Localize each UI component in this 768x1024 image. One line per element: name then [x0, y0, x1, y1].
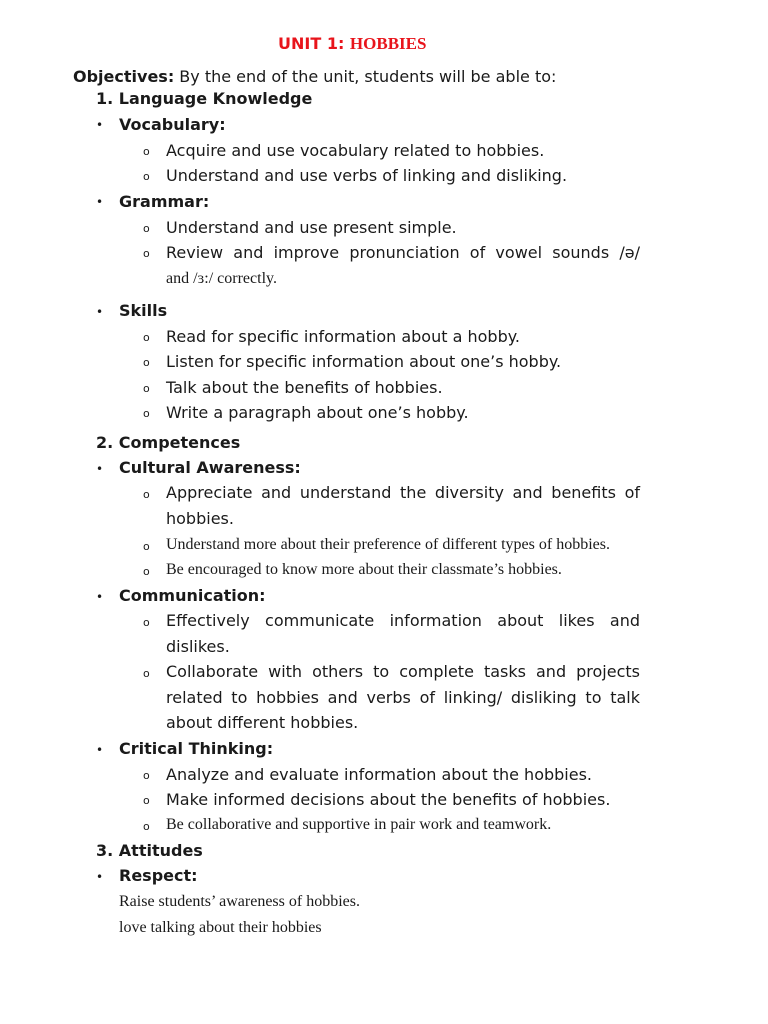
list-item: Be encouraged to know more about their classmate’s hobbies. [166, 561, 562, 578]
unit-title-number: UNIT 1: [278, 34, 350, 53]
unit-title [278, 34, 426, 54]
bullet-icon: • [96, 305, 104, 319]
list-item: Collaborate with others to complete tasks and projects related to hobbies and verbs of linking/ disliking to talk about different hobbies. [166, 662, 640, 732]
bullet-vocabulary: Vocabulary: [119, 115, 226, 134]
bullet-icon: • [96, 743, 104, 757]
sub-bullet-icon: o [143, 407, 150, 420]
list-item: Acquire and use vocabulary related to hobbies. [166, 141, 545, 160]
sub-bullet-icon: o [143, 382, 150, 395]
sub-bullet-icon: o [143, 794, 150, 807]
sub-bullet-icon: o [143, 540, 150, 553]
list-item: Make informed decisions about the benefits of hobbies. [166, 790, 611, 809]
sub-bullet-icon: o [143, 356, 150, 369]
section-heading-attitudes: 3. Attitudes [96, 841, 203, 860]
list-item: Understand and use verbs of linking and disliking. [166, 166, 568, 185]
bullet-grammar: Grammar: [119, 192, 210, 211]
bullet-communication: Communication: [119, 586, 266, 605]
objectives-label: Objectives: [73, 67, 175, 86]
sub-bullet-icon: o [143, 769, 150, 782]
bullet-icon: • [96, 462, 104, 476]
objectives-line [73, 67, 556, 86]
bullet-cultural-awareness: Cultural Awareness: [119, 458, 301, 477]
bullet-critical-thinking: Critical Thinking: [119, 739, 274, 758]
bullet-skills: Skills [119, 301, 168, 320]
respect-line: love talking about their hobbies [119, 919, 322, 936]
sub-bullet-icon: o [143, 145, 150, 158]
sub-bullet-icon: o [143, 488, 150, 501]
sub-bullet-icon: o [143, 247, 150, 260]
list-item: Review and improve pronunciation of vowel sounds /ə/ [166, 243, 640, 262]
list-item-continuation: and /ɜ:/ correctly. [166, 270, 277, 287]
section-heading-competences: 2. Competences [96, 433, 241, 452]
objectives-text: By the end of the unit, students will be able to: [174, 67, 557, 86]
bullet-icon: • [96, 590, 104, 604]
list-item: Effectively communicate information about likes and dislikes. [166, 611, 640, 656]
sub-bullet-icon: o [143, 331, 150, 344]
unit-title-topic: HOBBIES [349, 34, 427, 53]
list-item: Appreciate and understand the diversity and benefits of hobbies. [166, 483, 640, 528]
sub-bullet-icon: o [143, 616, 150, 629]
bullet-icon: • [96, 195, 104, 209]
section-heading-language-knowledge: 1. Language Knowledge [96, 89, 313, 108]
list-item: Write a paragraph about one’s hobby. [166, 403, 469, 422]
respect-line: Raise students’ awareness of hobbies. [119, 893, 360, 910]
sub-bullet-icon: o [143, 170, 150, 183]
bullet-respect: Respect: [119, 866, 198, 885]
list-item: Understand and use present simple. [166, 218, 457, 237]
list-item: Be collaborative and supportive in pair work and teamwork. [166, 816, 552, 833]
sub-bullet-icon: o [143, 565, 150, 578]
list-item: Read for specific information about a hobby. [166, 327, 520, 346]
list-item: Understand more about their preference of different types of hobbies. [166, 536, 610, 553]
bullet-icon: • [96, 118, 104, 132]
list-item: Analyze and evaluate information about the hobbies. [166, 765, 593, 784]
sub-bullet-icon: o [143, 820, 150, 833]
list-item: Listen for specific information about one’s hobby. [166, 352, 562, 371]
sub-bullet-icon: o [143, 667, 150, 680]
list-item: Talk about the benefits of hobbies. [166, 378, 443, 397]
bullet-icon: • [96, 870, 104, 884]
sub-bullet-icon: o [143, 222, 150, 235]
